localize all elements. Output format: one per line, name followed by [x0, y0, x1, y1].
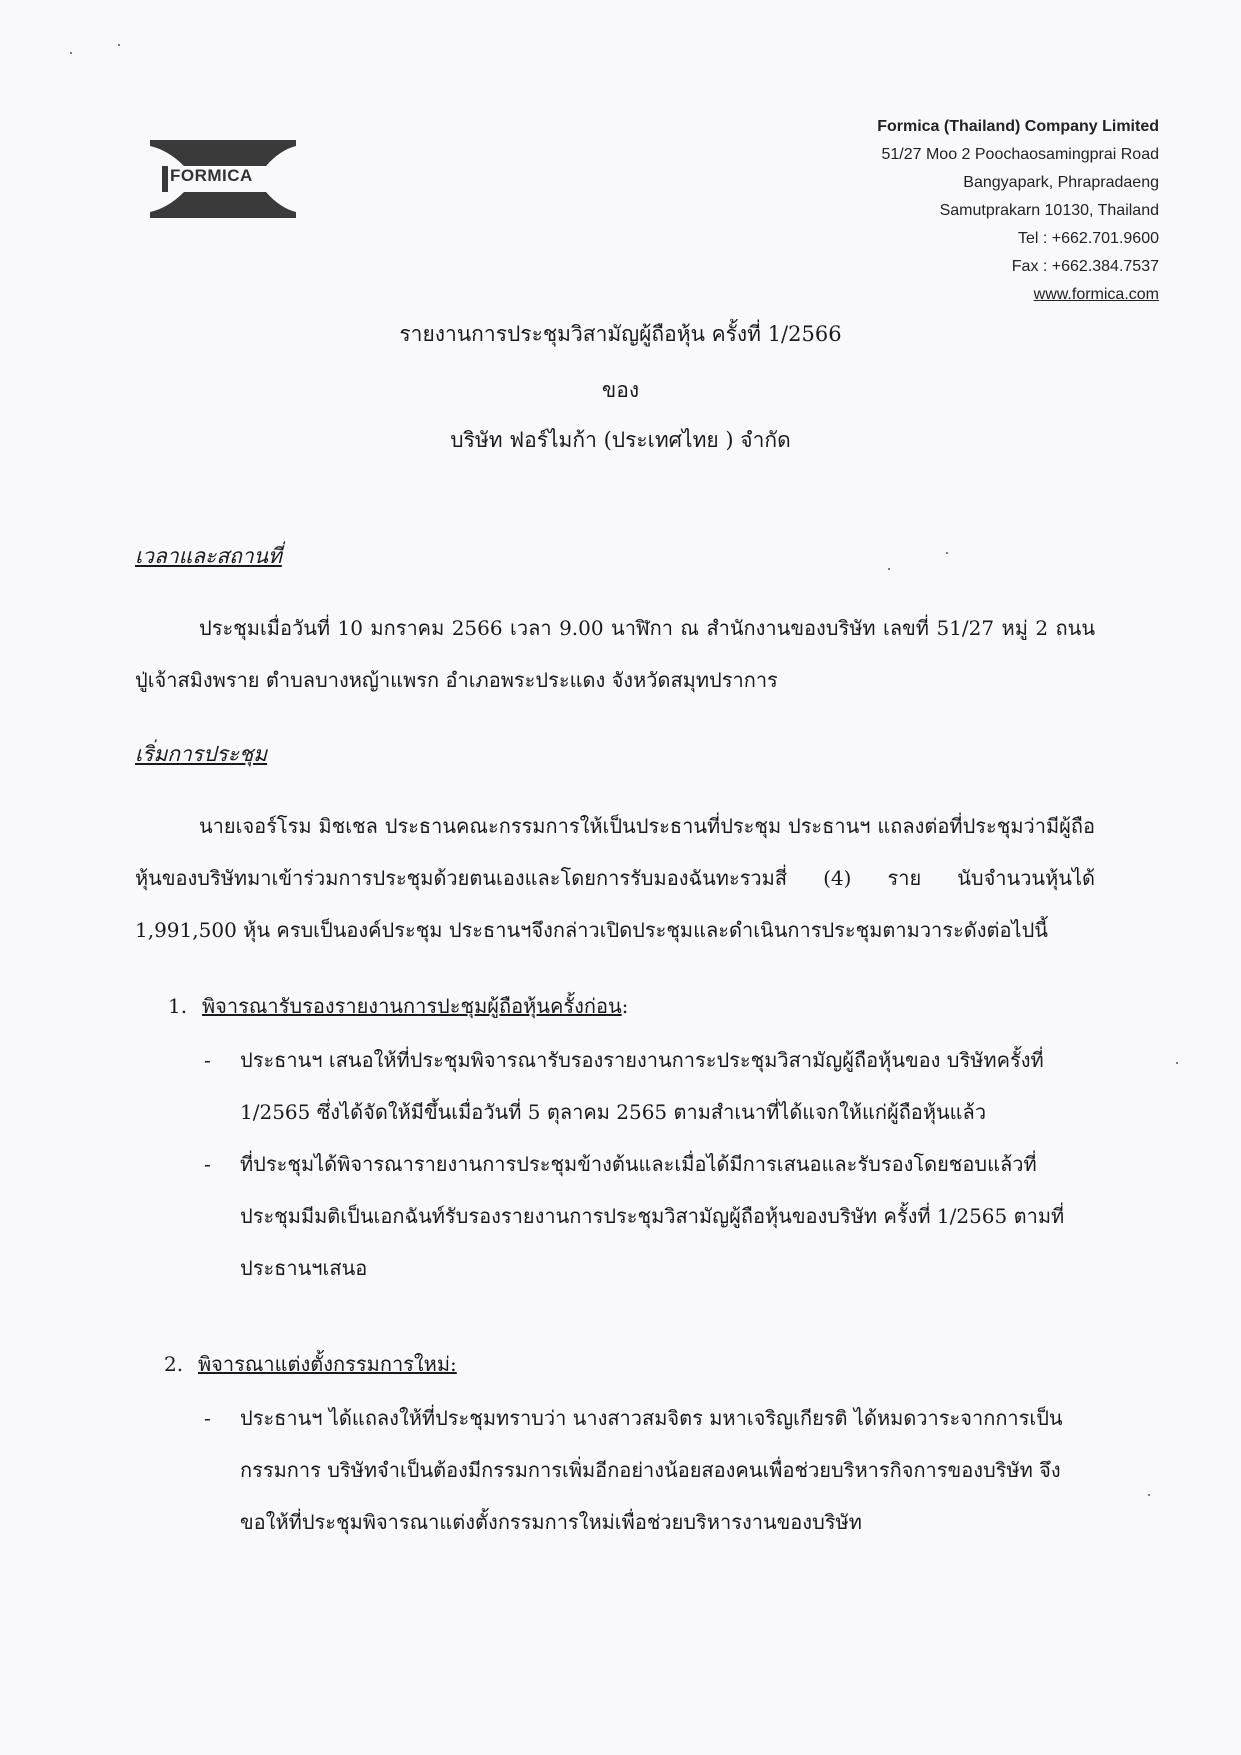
paragraph-meeting-start: [135, 800, 1095, 956]
paragraph-time-place-text: ประชุมเมื่อวันที่ 10 มกราคม 2566 เวลา 9.00 นาฬิกา ณ สำนักงานของบริษัท เลขที่ 51/27 หมู่ 2 ถนนปู่เจ้าสมิงพราย ตำบลบางหญ้าแพรก อำเภอพระประแดง จังหวัดสมุทปราการ: [135, 616, 1095, 692]
document-title: รายงานการประชุมวิสามัญผู้ถือหุ้น ครั้งที่ 1/2566: [399, 322, 842, 346]
heading-meeting-start: เริ่มการประชุม: [135, 742, 268, 766]
scan-speck: [888, 568, 890, 570]
agenda-item-title: พิจารณารับรองรายงานการปะชุมผู้ถือหุ้นครั้งก่อน: [202, 994, 622, 1018]
agenda-item-suffix: :: [621, 994, 629, 1018]
paragraph-time-place: [135, 602, 1095, 706]
company-name: Formica (Thailand) Company Limited: [877, 118, 1159, 135]
logo-wordmark: FORMICA: [170, 166, 253, 185]
bullet-dash: -: [204, 1152, 211, 1176]
scan-speck: [946, 552, 948, 554]
company-address-block: [877, 113, 1159, 309]
formica-logo: [150, 140, 298, 218]
document-title-of: ของ: [601, 378, 640, 402]
bullet-text: ประธานฯ เสนอให้ที่ประชุมพิจารณารับรองรายงานการะประชุมวิสามัญผู้ถือหุ้นของ บริษัทครั้งที่ 1/2565 ซึ่งได้จัดให้มีขึ้นเมื่อวันที่ 5 ตุลาคม 2565 ตามสำเนาที่ได้แจกให้แก่ผู้ถือหุ้นแล้ว: [240, 1048, 1044, 1124]
agenda-item-2: [164, 1348, 457, 1380]
scan-speck: [1176, 1062, 1178, 1064]
bullet-text: ประธานฯ ได้แถลงให้ที่ประชุมทราบว่า นางสาวสมจิตร มหาเจริญเกียรติ ได้หมดวาระจากการเป็นกรรมการ บริษัทจำเป็นต้องมีกรรมการเพิ่มอีกอย่างน้อยสองคนเพื่อช่วยบริหารกิจการของบริษัท จึงขอให้ที่ประชุมพิจารณาแต่งตั้งกรรมการใหม่เพื่อช่วยบริหารงานของบริษัท: [240, 1406, 1063, 1534]
bullet-dash: -: [204, 1406, 211, 1430]
paragraph-meeting-start-text: นายเจอร์โรม มิชเชล ประธานคณะกรรมการให้เป็นประธานที่ประชุม ประธานฯ แถลงต่อที่ประชุมว่ามีผู้ถือหุ้นของบริษัทมาเข้าร่วมการประชุมด้วยตนเองและโดยการรับมองฉันทะรวมสี่ (4) ราย นับจำนวนหุ้นได้ 1,991,500 หุ้น ครบเป็นองค์ประชุม ประธานฯจึงกล่าวเปิดประชุมและดำเนินการประชุมตามวาระดังต่อไปนี้: [135, 814, 1095, 942]
agenda-item-1: [168, 990, 628, 1022]
agenda-item-number: 2.: [164, 1352, 184, 1376]
agenda-item-number: 1.: [168, 994, 188, 1018]
bullet-dash: -: [204, 1048, 211, 1072]
heading-time-place: เวลาและสถานที่: [135, 544, 282, 568]
agenda-1-bullet-1: [204, 1034, 1084, 1138]
scan-speck: [70, 52, 72, 54]
bullet-text: ที่ประชุมได้พิจารณารายงานการประชุมข้างต้นและเมื่อได้มีการเสนอและรับรองโดยชอบแล้วที่ประชุมมีมติเป็นเอกฉันท์รับรองรายงานการประชุมวิสามัญผู้ถือหุ้นของบริษัท ครั้งที่ 1/2565 ตามที่ประธานฯเสนอ: [240, 1152, 1065, 1280]
address-line-3: Samutprakarn 10130, Thailand: [939, 202, 1159, 219]
scan-speck: [1148, 1494, 1150, 1496]
scan-speck: [118, 44, 120, 46]
agenda-1-bullet-2: [204, 1138, 1084, 1294]
agenda-2-bullet-1: [204, 1392, 1084, 1548]
address-line-1: 51/27 Moo 2 Poochaosamingprai Road: [881, 146, 1159, 163]
agenda-item-title: พิจารณาแต่งตั้งกรรมการใหม่:: [198, 1352, 457, 1376]
address-line-2: Bangyapark, Phrapradaeng: [963, 174, 1159, 191]
company-tel: Tel : +662.701.9600: [1017, 230, 1159, 247]
company-website: www.formica.com: [1033, 286, 1159, 303]
document-title-company: บริษัท ฟอร์ไมก้า (ประเทศไทย ) จำกัด: [450, 428, 791, 452]
company-fax: Fax : +662.384.7537: [1011, 258, 1159, 275]
